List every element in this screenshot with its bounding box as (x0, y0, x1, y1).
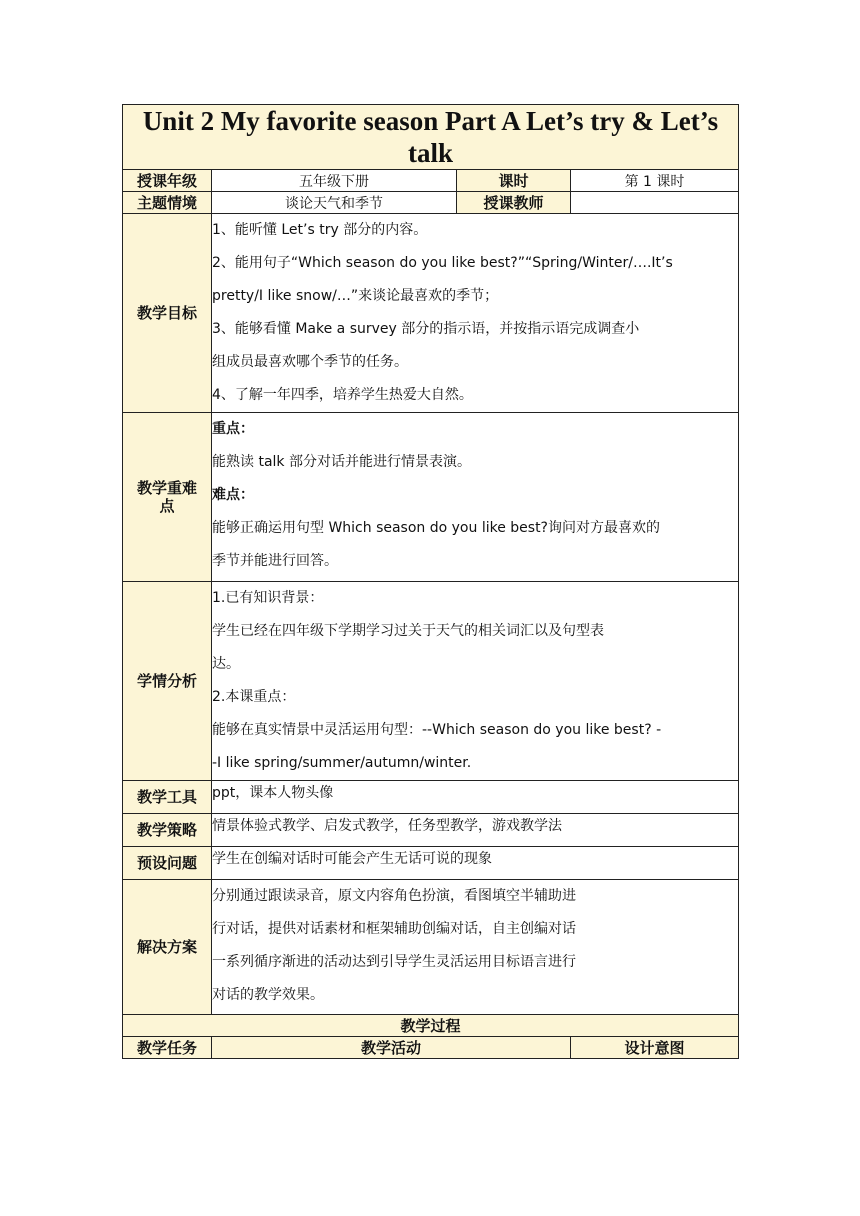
analysis-label: 学情分析 (123, 582, 212, 781)
goals-content (212, 214, 739, 413)
goal-line: 组成员最喜欢哪个季节的任务。 (212, 354, 408, 370)
process-heading: 教学过程 (123, 1015, 739, 1037)
difficulty-text: 季节并能进行回答。 (212, 553, 338, 569)
key-title: 重点： (212, 421, 254, 437)
keypoints-label: 教学重难点 (123, 413, 212, 582)
key-text: 能熟读 talk 部分对话并能进行情景表演。 (212, 454, 471, 470)
tools-value: ppt，课本人物头像 (212, 781, 739, 814)
period-value: 第 1 课时 (571, 170, 739, 192)
analysis-line: 能够在真实情景中灵活运用句型：--Which season do you like best? - (212, 722, 662, 738)
lesson-plan-table (122, 104, 739, 1059)
analysis-line: 1.已有知识背景： (212, 590, 324, 606)
keypoints-content (212, 413, 739, 582)
issues-value: 学生在创编对话时可能会产生无话可说的现象 (212, 847, 739, 880)
goal-line: 4、了解一年四季，培养学生热爱大自然。 (212, 387, 473, 403)
lesson-plan (122, 104, 738, 1059)
goal-line: pretty/I like snow/…”来谈论最喜欢的季节； (212, 288, 499, 304)
goal-line: 3、能够看懂 Make a survey 部分的指示语，并按指示语完成调查小 (212, 321, 640, 337)
teacher-label: 授课教师 (457, 192, 571, 214)
lesson-title: Unit 2 My favorite season Part A Let’s try & Let’s talk (123, 105, 739, 170)
tools-label: 教学工具 (123, 781, 212, 814)
solution-content (212, 880, 739, 1015)
analysis-line: 2.本课重点： (212, 689, 296, 705)
strategy-label: 教学策略 (123, 814, 212, 847)
analysis-line: 学生已经在四年级下学期学习过关于天气的相关词汇以及句型表 (212, 623, 604, 639)
difficulty-text: 能够正确运用句型 Which season do you like best?询问对方最喜欢的 (212, 520, 660, 536)
col-activity-header: 教学活动 (212, 1037, 571, 1059)
difficulty-title: 难点： (212, 487, 254, 503)
analysis-line: 达。 (212, 656, 240, 672)
col-intent-header: 设计意图 (571, 1037, 739, 1059)
teacher-value (571, 192, 739, 214)
theme-label: 主题情境 (123, 192, 212, 214)
analysis-line: -I like spring/summer/autumn/winter. (212, 755, 472, 771)
grade-label: 授课年级 (123, 170, 212, 192)
solution-line: 一系列循序渐进的活动达到引导学生灵活运用目标语言进行 (212, 954, 576, 970)
solution-label: 解决方案 (123, 880, 212, 1015)
goals-label: 教学目标 (123, 214, 212, 413)
strategy-value: 情景体验式教学、启发式教学，任务型教学，游戏教学法 (212, 814, 739, 847)
period-label: 课时 (457, 170, 571, 192)
col-task-header: 教学任务 (123, 1037, 212, 1059)
solution-line: 对话的教学效果。 (212, 987, 324, 1003)
analysis-content (212, 582, 739, 781)
theme-value: 谈论天气和季节 (212, 192, 457, 214)
issues-label: 预设问题 (123, 847, 212, 880)
solution-line: 行对话，提供对话素材和框架辅助创编对话，自主创编对话 (212, 921, 576, 937)
grade-value: 五年级下册 (212, 170, 457, 192)
goal-line: 1、能听懂 Let’s try 部分的内容。 (212, 222, 428, 238)
goal-line: 2、能用句子“Which season do you like best?”“Spring/Winter/….It’s (212, 255, 673, 271)
solution-line: 分别通过跟读录音，原文内容角色扮演，看图填空半辅助进 (212, 888, 576, 904)
